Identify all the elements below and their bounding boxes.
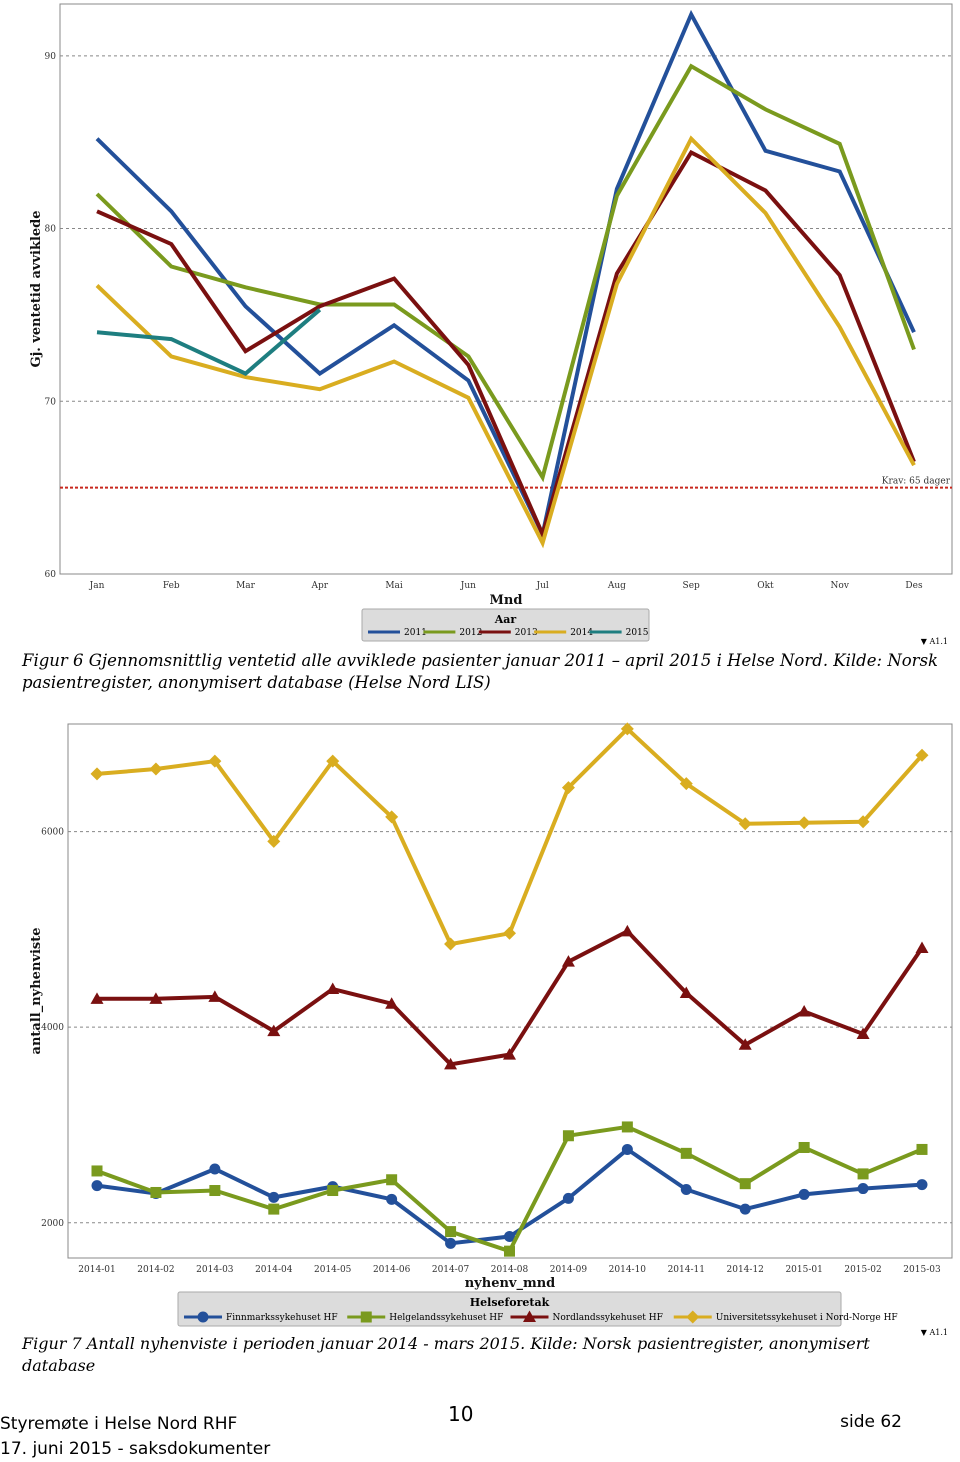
legend-label: Finnmarkssykehuset HF: [226, 1313, 338, 1323]
footer-meeting-date: 17. juni 2015 - saksdokumenter: [0, 1439, 271, 1459]
x-tick-label: 2014-03: [196, 1265, 234, 1275]
y-axis-title: Gj. ventetid avviklede: [29, 210, 44, 368]
legend-label: 2012: [459, 628, 483, 638]
data-point-marker: [740, 1178, 751, 1189]
x-tick-label: Mai: [385, 581, 403, 591]
legend-key-marker: [198, 1312, 209, 1323]
legend-label: Universitetssykehuset i Nord-Norge HF: [715, 1313, 898, 1323]
plot-area: [68, 724, 952, 1258]
data-point-marker: [799, 1142, 810, 1153]
figure-6-caption-line-1: Figur 6 Gjennomsnittlig ventetid alle avviklede pasienter januar 2011 – april 2015 i Helse Nord. Kilde: Norsk: [22, 651, 939, 670]
document-page-label: side 62: [840, 1412, 902, 1432]
data-point-marker: [268, 1192, 279, 1203]
x-tick-label: 2014-08: [490, 1265, 529, 1275]
average-waiting-time-chart: [0, 0, 960, 645]
y-tick-label: 2000: [41, 1218, 64, 1229]
x-tick-label: Jun: [460, 581, 476, 591]
data-point-marker: [92, 1165, 103, 1176]
y-tick-label: 90: [44, 51, 56, 62]
x-tick-label: 2015-02: [844, 1265, 882, 1275]
x-tick-label: 2014-05: [314, 1265, 352, 1275]
x-tick-label: Nov: [830, 581, 849, 591]
legend-label: 2013: [514, 628, 538, 638]
legend-key-marker: [361, 1312, 372, 1323]
legend-label: 2015: [625, 628, 649, 638]
x-tick-label: 2014-11: [667, 1265, 705, 1275]
data-point-marker: [268, 1204, 279, 1215]
data-point-marker: [917, 1144, 928, 1155]
data-point-marker: [622, 1144, 633, 1155]
corner-label: ▼ A1.1: [920, 637, 948, 645]
figure-7-caption: Figur 7 Antall nyhenviste i perioden januar 2014 - mars 2015. Kilde: Norsk pasientregister, anonymisert database: [22, 1334, 870, 1375]
x-tick-label: 2014-02: [137, 1265, 175, 1275]
reference-line-label: Krav: 65 dager: [881, 476, 950, 487]
x-tick-label: Aug: [607, 581, 626, 591]
corner-label: ▼ A1.1: [920, 1328, 948, 1337]
data-point-marker: [563, 1193, 574, 1204]
data-point-marker: [386, 1174, 397, 1185]
data-point-marker: [92, 1180, 103, 1191]
x-axis-title: nyhenv_mnd: [464, 1276, 556, 1291]
data-point-marker: [150, 1187, 161, 1198]
data-point-marker: [799, 1189, 810, 1200]
footer-meeting-name: Styremøte i Helse Nord RHF: [0, 1414, 238, 1434]
legend-title: Aar: [494, 613, 517, 626]
figure-6-caption: [22, 650, 942, 694]
x-tick-label: Sep: [682, 581, 700, 591]
legend-label: 2014: [570, 628, 594, 638]
data-point-marker: [622, 1121, 633, 1132]
y-tick-label: 60: [44, 570, 56, 580]
data-point-marker: [209, 1185, 220, 1196]
x-tick-label: 2014-12: [726, 1265, 764, 1275]
y-tick-label: 70: [44, 397, 56, 408]
y-tick-label: 4000: [41, 1023, 64, 1034]
x-tick-label: Okt: [757, 581, 774, 591]
data-point-marker: [917, 1179, 928, 1190]
legend-label: Helgelandssykehuset HF: [389, 1313, 504, 1323]
y-axis-title: antall_nyhenviste: [29, 927, 44, 1055]
x-tick-label: 2015-01: [785, 1265, 823, 1275]
page-number: 10: [448, 1402, 474, 1426]
new-referrals-chart: [0, 718, 960, 1338]
data-point-marker: [327, 1185, 338, 1196]
data-point-marker: [563, 1130, 574, 1141]
data-point-marker: [386, 1194, 397, 1205]
x-tick-label: Jan: [89, 581, 105, 591]
figure-6-caption-line-2: pasientregister, anonymisert database (Helse Nord LIS): [22, 673, 491, 692]
legend-label: 2011: [404, 628, 427, 638]
data-point-marker: [209, 1164, 220, 1175]
data-point-marker: [681, 1148, 692, 1159]
x-tick-label: 2014-07: [431, 1265, 470, 1275]
x-tick-label: 2014-01: [78, 1265, 116, 1275]
data-point-marker: [740, 1204, 751, 1215]
x-tick-label: Feb: [162, 581, 180, 591]
legend-title: Helseforetak: [469, 1296, 550, 1309]
x-axis-title: Mnd: [489, 593, 523, 608]
data-point-marker: [445, 1238, 456, 1249]
x-tick-label: 2014-04: [255, 1265, 293, 1275]
y-tick-label: 80: [44, 224, 56, 235]
x-tick-label: Mar: [236, 581, 255, 591]
data-point-marker: [858, 1168, 869, 1179]
footer-meeting-info: [0, 1412, 270, 1462]
x-tick-label: Jul: [536, 581, 549, 591]
data-point-marker: [445, 1226, 456, 1237]
y-tick-label: 6000: [41, 827, 64, 838]
x-tick-label: 2015-03: [903, 1265, 941, 1275]
x-tick-label: 2014-09: [549, 1265, 588, 1275]
x-tick-label: 2014-06: [372, 1265, 411, 1275]
x-tick-label: Apr: [311, 581, 329, 591]
x-tick-label: 2014-10: [608, 1265, 647, 1275]
legend-label: Nordlandssykehuset HF: [552, 1313, 663, 1323]
data-point-marker: [858, 1183, 869, 1194]
data-point-marker: [504, 1246, 515, 1257]
x-tick-label: Des: [905, 581, 923, 591]
data-point-marker: [681, 1184, 692, 1195]
